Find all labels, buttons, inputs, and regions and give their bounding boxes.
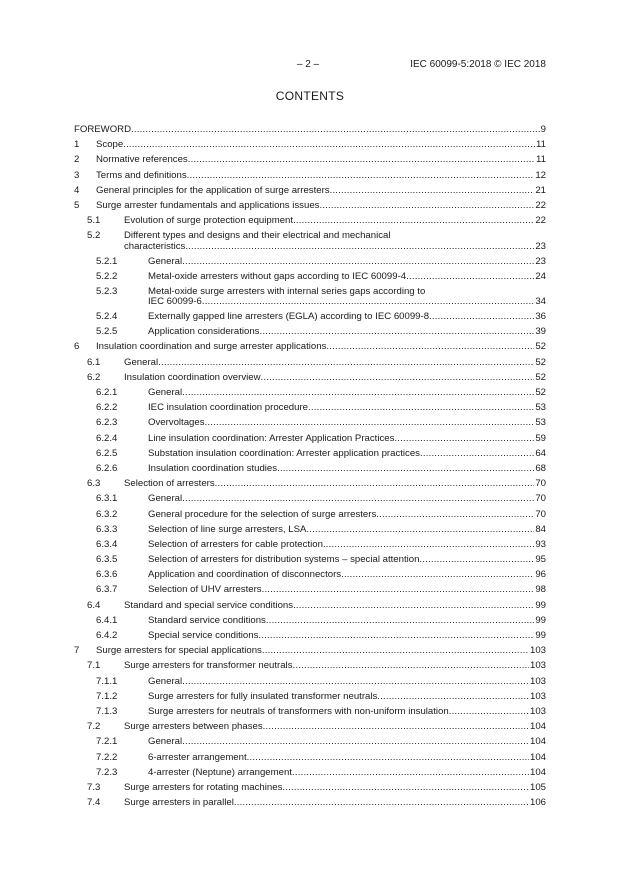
toc-entry-title-line1: Metal-oxide surge arresters with internal series gaps according to <box>148 285 426 297</box>
toc-entry-number: 7.4 <box>87 797 101 809</box>
toc-entry-title: Terms and definitions <box>96 169 187 181</box>
dot-leader <box>258 630 534 641</box>
toc-entry[interactable] <box>74 493 546 508</box>
toc-entry-title: 6-arrester arrangement <box>148 751 247 763</box>
toc-entry-title: Insulation coordination studies <box>148 462 278 474</box>
toc-entry-page: 53 <box>535 417 546 429</box>
toc-entry[interactable] <box>74 569 546 584</box>
toc-entry-number: 6.3.5 <box>96 554 118 566</box>
toc-entry-page: 52 <box>535 387 546 398</box>
toc-entry-title: Externally gapped line arresters (EGLA) according to IEC 60099-8 <box>148 311 430 323</box>
toc-entry-page: 23 <box>535 240 546 252</box>
toc-entry-number: 5 <box>74 199 80 211</box>
dot-leader <box>182 676 529 687</box>
toc-entry-number: 7.1.3 <box>96 705 118 717</box>
toc-entry-title: Surge arresters for neutrals of transformers with non-uniform insulation <box>148 705 449 717</box>
dot-leader <box>259 326 534 337</box>
toc-entry-title: General <box>148 387 183 398</box>
dot-leader <box>277 463 534 474</box>
toc-entry-title: Selection of arresters for distribution systems – special attention <box>148 554 420 566</box>
toc-entry[interactable] <box>74 676 546 691</box>
toc-entry[interactable] <box>74 402 546 417</box>
toc-entry[interactable] <box>74 752 546 767</box>
dot-leader <box>419 554 534 565</box>
toc-entry-number: 7.1 <box>87 660 101 672</box>
toc-entry-page: 99 <box>535 614 546 626</box>
dot-leader <box>131 124 540 135</box>
dot-leader <box>188 154 535 165</box>
toc-entry-page: 52 <box>535 371 546 383</box>
toc-entry-title: Insulation coordination overview <box>124 371 261 383</box>
dot-leader <box>330 185 535 196</box>
dot-leader <box>293 660 529 671</box>
toc-entry[interactable] <box>74 630 546 645</box>
dot-leader <box>182 256 534 267</box>
dot-leader <box>182 493 534 504</box>
dot-leader <box>261 372 535 383</box>
toc-entry-page: 99 <box>535 630 546 641</box>
toc-entry-title: IEC insulation coordination procedure <box>148 402 308 414</box>
toc-entry-page: 104 <box>529 766 546 778</box>
toc-entry[interactable] <box>74 463 546 478</box>
toc-entry-page: 103 <box>529 690 546 702</box>
toc-entry[interactable] <box>74 478 546 493</box>
toc-entry-title: General <box>148 736 183 748</box>
toc-entry-page: 36 <box>535 311 546 323</box>
toc-entry-title: Selection of arresters <box>124 478 215 490</box>
toc-entry-title: Application and coordination of disconnectors <box>148 569 342 581</box>
dot-leader <box>247 752 529 763</box>
toc-entry[interactable] <box>74 433 546 448</box>
toc-entry-title: IEC 60099-6 <box>148 296 202 308</box>
dot-leader <box>293 215 534 226</box>
toc-entry-number: 6.4 <box>87 599 101 611</box>
toc-entry[interactable] <box>74 417 546 432</box>
toc-entry-page: 104 <box>529 721 546 733</box>
toc-entry-number: 6.2.2 <box>96 402 118 414</box>
dot-leader <box>262 645 529 656</box>
dot-leader <box>262 584 535 595</box>
toc-entry-number: 6.3.3 <box>96 523 118 535</box>
toc-entry-page: 53 <box>535 402 546 414</box>
toc-entry[interactable] <box>74 736 546 751</box>
toc-entry-page: 103 <box>529 660 546 672</box>
toc-entry-title: Insulation coordination and surge arrester applications <box>96 341 327 353</box>
toc-entry-page: 12 <box>535 169 546 181</box>
toc-entry[interactable] <box>74 524 546 539</box>
dot-leader <box>341 569 534 580</box>
dot-leader <box>215 478 535 489</box>
toc-entry-title: Evolution of surge protection equipment <box>124 215 294 227</box>
dot-leader <box>202 296 534 307</box>
toc-entry-page: 95 <box>535 554 546 566</box>
toc-entry[interactable] <box>74 539 546 554</box>
dot-leader <box>376 509 534 520</box>
toc-entry-number: 5.2.5 <box>96 326 118 338</box>
toc-entry-title: Selection of arresters for cable protection <box>148 538 323 550</box>
toc-entry-page: 103 <box>529 705 546 717</box>
dot-leader <box>323 539 534 550</box>
dot-leader <box>263 721 529 732</box>
dot-leader <box>187 170 535 181</box>
toc-entry-title: Line insulation coordination: Arrester Application Practices <box>148 432 395 444</box>
toc-entry-title: Overvoltages <box>148 417 205 429</box>
toc-entry-number: 6.3.1 <box>96 493 118 505</box>
toc-entry-title: Standard service conditions <box>148 614 266 626</box>
dot-leader <box>429 311 534 322</box>
toc-entry-title: General principles for the application of surge arresters <box>96 184 330 196</box>
toc-entry-page: 104 <box>529 736 546 748</box>
dot-leader <box>185 241 534 252</box>
dot-leader <box>123 139 535 150</box>
dot-leader <box>205 417 535 428</box>
dot-leader <box>420 448 534 459</box>
table-of-contents <box>74 124 546 812</box>
toc-entry-title: Selection of line surge arresters, LSA <box>148 523 307 535</box>
toc-entry-title: Surge arresters for special applications <box>96 645 262 657</box>
toc-entry-title: Surge arrester fundamentals and applications issues <box>96 199 320 211</box>
toc-entry-page: 24 <box>535 270 546 282</box>
toc-entry[interactable] <box>74 230 546 255</box>
toc-entry[interactable] <box>74 215 546 230</box>
page-title: CONTENTS <box>275 89 345 103</box>
toc-entry-page: 98 <box>535 584 546 596</box>
toc-entry-title: Normative references <box>96 154 188 166</box>
toc-entry-title: Metal-oxide arresters without gaps according to IEC 60099-4 <box>148 270 407 282</box>
toc-entry[interactable] <box>74 200 546 215</box>
toc-entry-number: 5.2.3 <box>96 285 118 297</box>
toc-entry-number: 6.2.6 <box>96 462 118 474</box>
toc-entry-page: 59 <box>535 432 546 444</box>
toc-entry-page: 52 <box>535 341 546 353</box>
toc-entry-number: 6.3.6 <box>96 569 118 581</box>
toc-entry-page: 99 <box>535 599 546 611</box>
dot-leader <box>282 782 529 793</box>
toc-entry-page: 70 <box>535 493 546 505</box>
toc-entry-title: Special service conditions <box>148 630 259 641</box>
toc-entry-number: 6.2.5 <box>96 447 118 459</box>
toc-entry-title: FOREWORD <box>74 124 132 135</box>
toc-entry[interactable] <box>74 286 546 311</box>
dot-leader <box>377 691 529 702</box>
toc-entry-number: 6 <box>74 341 80 353</box>
toc-entry-page: 39 <box>535 326 546 338</box>
toc-entry-page: 11 <box>536 139 546 151</box>
toc-entry[interactable] <box>74 341 546 356</box>
toc-entry-page: 103 <box>529 645 546 657</box>
toc-entry-title: 4-arrester (Neptune) arrangement <box>148 766 292 778</box>
toc-entry-title: Surge arresters in parallel <box>124 797 234 809</box>
toc-entry-title: Surge arresters for rotating machines <box>124 781 283 793</box>
toc-entry-number: 5.1 <box>87 215 101 227</box>
toc-entry-number: 5.2.4 <box>96 311 118 323</box>
dot-leader <box>158 357 534 368</box>
dot-leader <box>449 706 529 717</box>
standard-reference: IEC 60099-5:2018 © IEC 2018 <box>410 59 546 70</box>
toc-entry[interactable] <box>74 139 546 154</box>
toc-entry-number: 5.2 <box>87 230 101 242</box>
toc-entry-number: 7.1.2 <box>96 690 118 702</box>
toc-entry[interactable] <box>74 124 546 139</box>
toc-entry-page: 9 <box>540 124 546 135</box>
toc-entry-title: Scope <box>96 139 124 151</box>
toc-entry-number: 7 <box>74 645 80 657</box>
toc-entry[interactable] <box>74 387 546 402</box>
toc-entry-title: Standard and special service conditions <box>124 599 294 611</box>
toc-entry-page: 23 <box>535 255 546 267</box>
toc-entry-number: 6.2 <box>87 371 101 383</box>
toc-entry-title: General procedure for the selection of surge arresters <box>148 508 377 520</box>
toc-entry-number: 7.2.2 <box>96 751 118 763</box>
toc-entry-title: Surge arresters between phases <box>124 721 263 733</box>
toc-entry[interactable] <box>74 154 546 169</box>
toc-entry-page: 52 <box>535 356 546 368</box>
toc-entry[interactable] <box>74 782 546 797</box>
toc-entry-number: 6.2.4 <box>96 432 118 444</box>
page-number: – 2 – <box>296 59 320 70</box>
toc-entry-number: 7.1.1 <box>96 675 118 687</box>
toc-entry[interactable] <box>74 372 546 387</box>
dot-leader <box>292 767 529 778</box>
toc-entry[interactable] <box>74 554 546 569</box>
toc-entry-page: 70 <box>535 478 546 490</box>
dot-leader <box>266 615 534 626</box>
dot-leader <box>308 402 534 413</box>
toc-entry-number: 6.4.2 <box>96 630 118 641</box>
toc-entry-page: 34 <box>535 296 546 308</box>
dot-leader <box>182 387 534 398</box>
toc-entry[interactable] <box>74 691 546 706</box>
toc-entry-number: 7.2.1 <box>96 736 118 748</box>
toc-entry-number: 6.3.4 <box>96 538 118 550</box>
toc-entry-title: Surge arresters for fully insulated transformer neutrals <box>148 690 378 702</box>
toc-entry[interactable] <box>74 311 546 326</box>
toc-entry[interactable] <box>74 326 546 341</box>
toc-entry[interactable] <box>74 448 546 463</box>
toc-entry-page: 22 <box>535 199 546 211</box>
toc-entry-page: 68 <box>535 462 546 474</box>
toc-entry[interactable] <box>74 600 546 615</box>
toc-entry-number: 5.2.1 <box>96 255 118 267</box>
toc-entry-page: 96 <box>535 569 546 581</box>
toc-entry-title: Substation insulation coordination: Arrester application practices <box>148 447 420 459</box>
toc-entry-number: 7.2.3 <box>96 766 118 778</box>
dot-leader <box>293 600 534 611</box>
toc-entry-page: 84 <box>535 523 546 535</box>
toc-entry-number: 6.3.7 <box>96 584 118 596</box>
toc-entry-page: 11 <box>536 154 546 166</box>
dot-leader <box>182 736 529 747</box>
toc-entry-number: 6.4.1 <box>96 614 118 626</box>
toc-entry-page: 104 <box>529 751 546 763</box>
toc-entry-title: General <box>148 493 183 505</box>
dot-leader <box>319 200 534 211</box>
toc-entry[interactable] <box>74 357 546 372</box>
toc-entry-number: 1 <box>74 139 80 151</box>
toc-entry[interactable] <box>74 584 546 599</box>
toc-entry-number: 4 <box>74 184 80 196</box>
toc-entry[interactable] <box>74 721 546 736</box>
toc-entry[interactable] <box>74 256 546 271</box>
dot-leader <box>306 524 534 535</box>
toc-entry[interactable] <box>74 271 546 286</box>
toc-entry-title: General <box>148 255 183 267</box>
dot-leader <box>394 433 534 444</box>
toc-entry-title-line1: Different types and designs and their electrical and mechanical <box>124 230 391 242</box>
dot-leader <box>326 341 534 352</box>
toc-entry-title: characteristics <box>124 240 186 252</box>
toc-entry-number: 5.2.2 <box>96 270 118 282</box>
toc-entry[interactable] <box>74 615 546 630</box>
toc-entry-number: 6.2.3 <box>96 417 118 429</box>
toc-entry-number: 2 <box>74 154 80 166</box>
toc-entry-number: 6.2.1 <box>96 387 118 398</box>
toc-entry-number: 6.3 <box>87 478 101 490</box>
toc-entry-page: 106 <box>529 797 546 809</box>
toc-entry-page: 105 <box>529 781 546 793</box>
toc-entry-page: 70 <box>535 508 546 520</box>
toc-entry-title: Surge arresters for transformer neutrals <box>124 660 293 672</box>
toc-entry[interactable] <box>74 767 546 782</box>
toc-entry-title: General <box>148 675 183 687</box>
toc-entry-title: Application considerations <box>148 326 260 338</box>
toc-entry[interactable] <box>74 509 546 524</box>
toc-entry-title: Selection of UHV arresters <box>148 584 262 596</box>
dot-leader <box>234 797 529 808</box>
toc-entry-number: 7.2 <box>87 721 101 733</box>
toc-entry[interactable] <box>74 645 546 660</box>
toc-entry-page: 103 <box>529 675 546 687</box>
toc-entry-page: 64 <box>535 447 546 459</box>
toc-entry[interactable] <box>74 185 546 200</box>
toc-entry-number: 7.3 <box>87 781 101 793</box>
toc-entry-number: 6.1 <box>87 356 101 368</box>
toc-entry-number: 3 <box>74 169 80 181</box>
toc-entry[interactable] <box>74 170 546 185</box>
dot-leader <box>406 271 534 282</box>
toc-entry-page: 22 <box>535 215 546 227</box>
toc-entry-page: 93 <box>535 538 546 550</box>
toc-entry-title: General <box>124 356 159 368</box>
toc-entry[interactable] <box>74 797 546 812</box>
toc-entry-page: 21 <box>535 184 546 196</box>
toc-entry-number: 6.3.2 <box>96 508 118 520</box>
toc-entry[interactable] <box>74 660 546 675</box>
toc-entry[interactable] <box>74 706 546 721</box>
